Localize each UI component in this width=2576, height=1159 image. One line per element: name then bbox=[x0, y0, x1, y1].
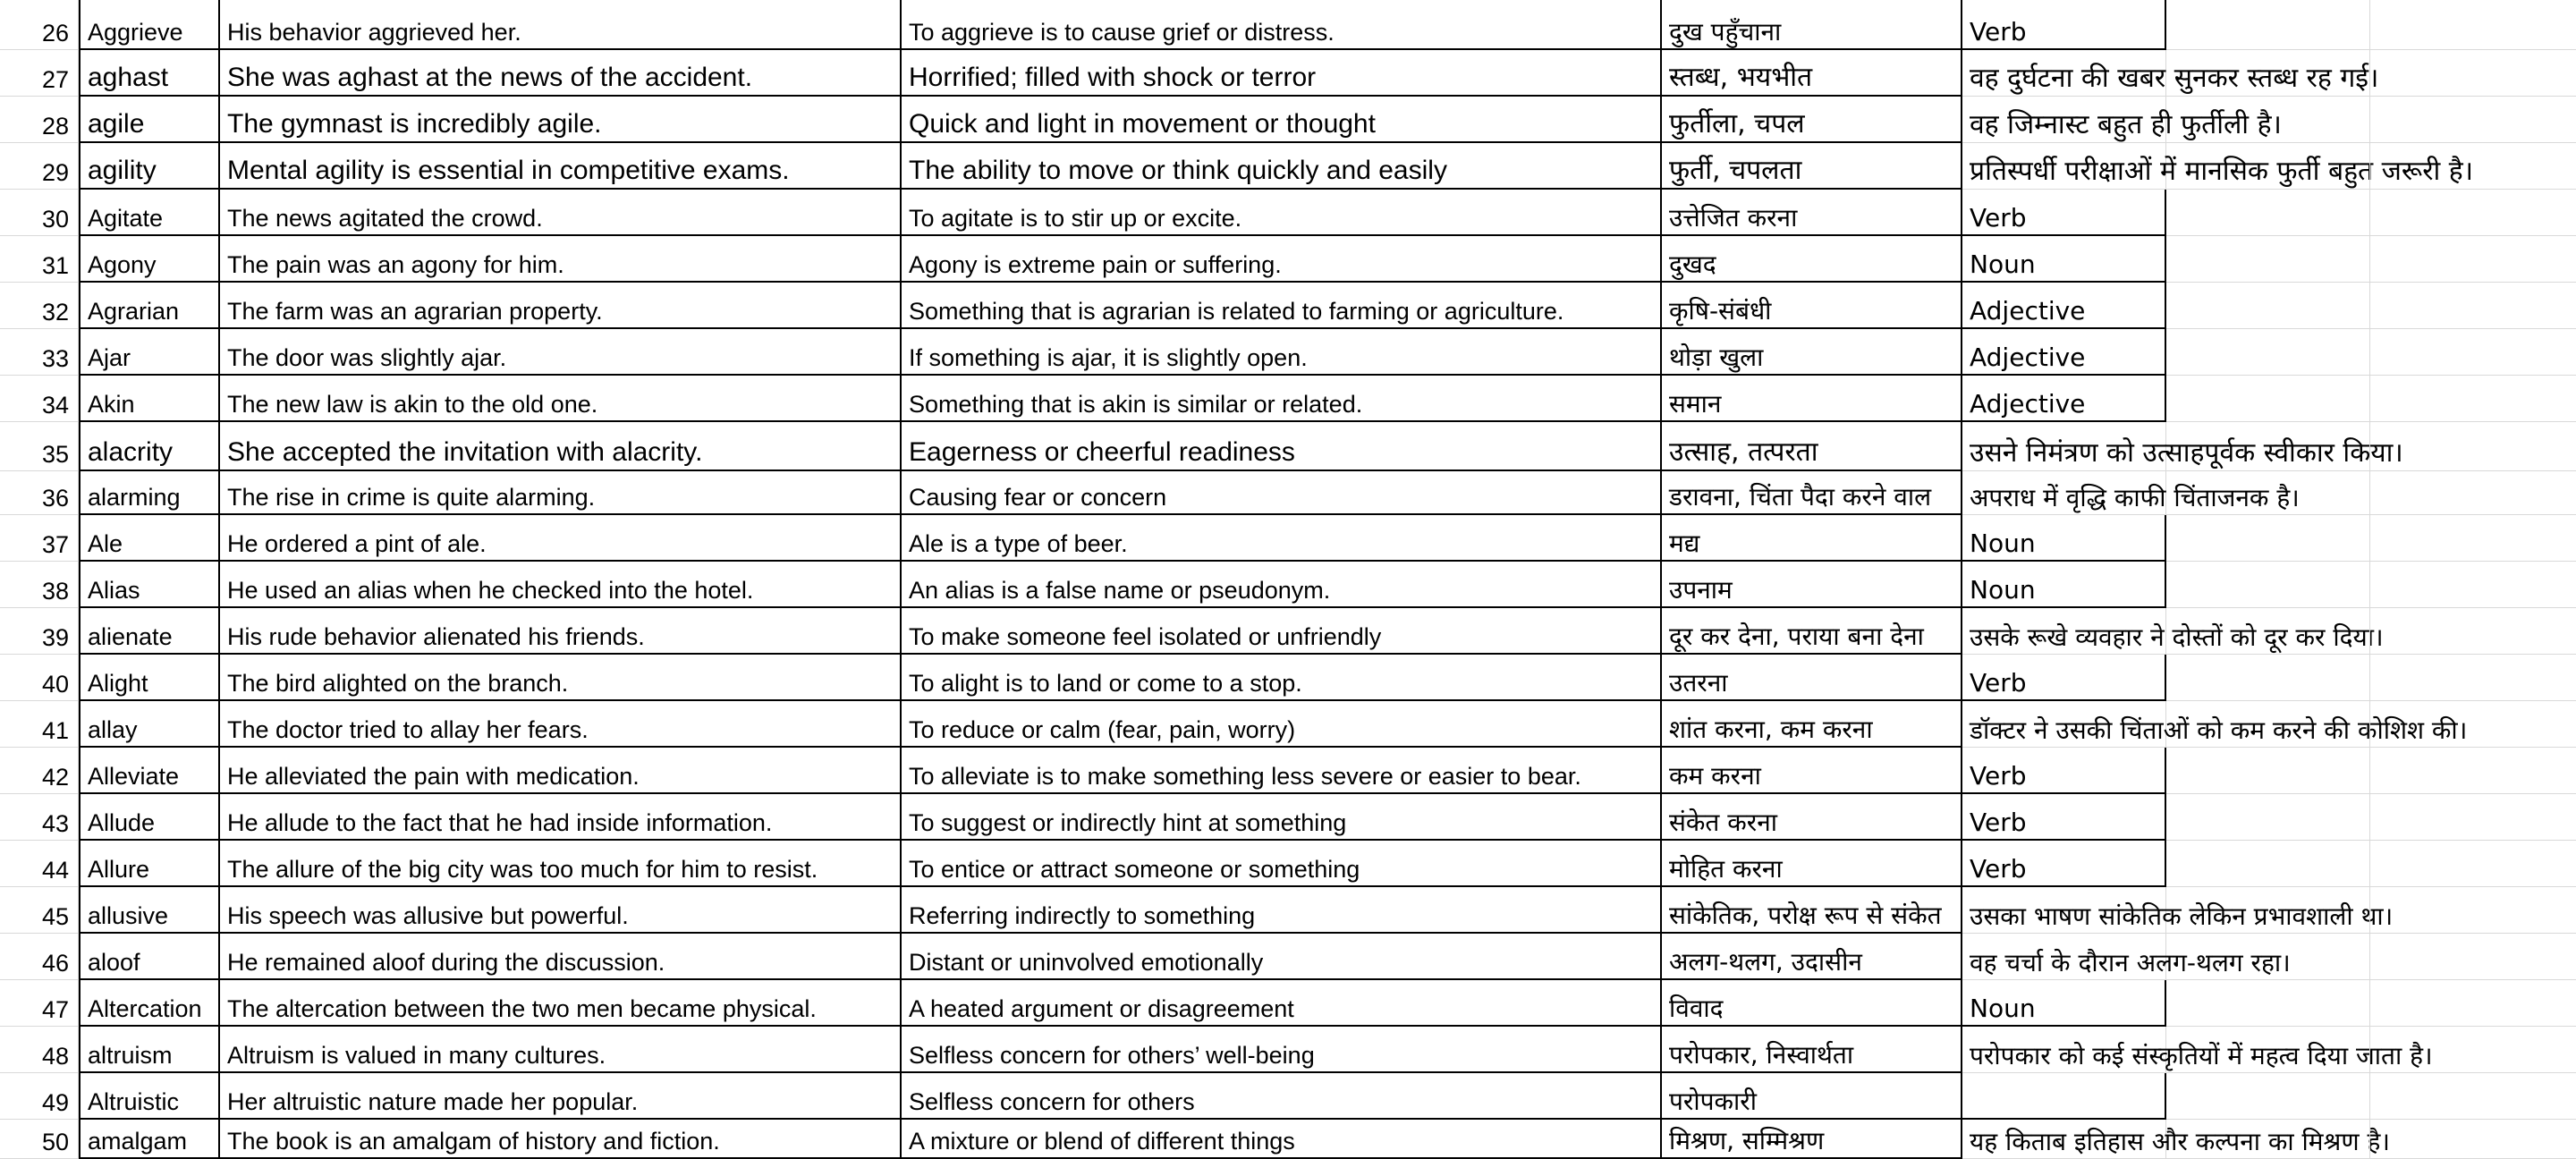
table-row bbox=[0, 422, 2576, 471]
table-row bbox=[0, 748, 2576, 794]
empty-cell[interactable] bbox=[2166, 236, 2370, 283]
row-number: 34 bbox=[0, 376, 79, 422]
definition-cell[interactable]: Horrified; filled with shock or terror bbox=[902, 50, 1662, 97]
part-of-speech-cell[interactable]: Verb bbox=[1962, 748, 2166, 794]
definition-cell[interactable]: Eagerness or cheerful readiness bbox=[902, 422, 1662, 471]
word-cell[interactable]: Altercation bbox=[79, 980, 220, 1027]
word-cell[interactable]: Alias bbox=[79, 562, 220, 608]
word-cell[interactable]: Ale bbox=[79, 515, 220, 562]
definition-cell[interactable]: A heated argument or disagreement bbox=[902, 980, 1662, 1027]
table-row bbox=[0, 143, 2576, 190]
row-number: 31 bbox=[0, 236, 79, 283]
definition-cell[interactable]: Selfless concern for others bbox=[902, 1073, 1662, 1120]
part-of-speech-cell[interactable]: डॉक्टर ने उसकी चिंताओं को कम करने की कोशिश की। bbox=[1962, 701, 2166, 748]
row-number: 50 bbox=[0, 1120, 79, 1159]
table-row bbox=[0, 376, 2576, 422]
empty-cell[interactable] bbox=[2166, 794, 2370, 841]
row-number: 40 bbox=[0, 655, 79, 701]
part-of-speech-cell[interactable]: अपराध में वृद्धि काफी चिंताजनक है। bbox=[1962, 471, 2166, 515]
definition-cell[interactable]: Causing fear or concern bbox=[902, 471, 1662, 515]
sentence-cell[interactable]: He alleviated the pain with medication. bbox=[220, 748, 902, 794]
row-number: 49 bbox=[0, 1073, 79, 1120]
definition-cell[interactable]: Something that is agrarian is related to farming or agriculture. bbox=[902, 283, 1662, 329]
word-cell[interactable]: Altruistic bbox=[79, 1073, 220, 1120]
table-row bbox=[0, 50, 2576, 97]
definition-cell[interactable]: Ale is a type of beer. bbox=[902, 515, 1662, 562]
part-of-speech-cell[interactable]: Adjective bbox=[1962, 283, 2166, 329]
part-of-speech-cell[interactable]: Noun bbox=[1962, 980, 2166, 1027]
hindi-meaning-cell[interactable]: परोपकार, निस्वार्थता bbox=[1662, 1027, 1962, 1073]
word-cell[interactable]: aloof bbox=[79, 934, 220, 980]
part-of-speech-cell[interactable]: वह दुर्घटना की खबर सुनकर स्तब्ध रह गई। bbox=[1962, 50, 2166, 97]
hindi-meaning-cell[interactable]: फुर्ती, चपलता bbox=[1662, 143, 1962, 190]
table-row bbox=[0, 515, 2576, 562]
word-cell[interactable]: Akin bbox=[79, 376, 220, 422]
row-number: 26 bbox=[0, 0, 79, 50]
part-of-speech-cell[interactable]: Noun bbox=[1962, 562, 2166, 608]
part-of-speech-cell[interactable]: Adjective bbox=[1962, 376, 2166, 422]
table-row bbox=[0, 562, 2576, 608]
empty-cell[interactable] bbox=[2166, 841, 2370, 887]
hindi-meaning-cell[interactable]: शांत करना, कम करना bbox=[1662, 701, 1962, 748]
word-cell[interactable]: Alleviate bbox=[79, 748, 220, 794]
sentence-cell[interactable]: He remained aloof during the discussion. bbox=[220, 934, 902, 980]
hindi-meaning-cell[interactable]: उतरना bbox=[1662, 655, 1962, 701]
empty-cell[interactable] bbox=[2166, 562, 2370, 608]
word-cell[interactable]: Agrarian bbox=[79, 283, 220, 329]
sentence-cell[interactable]: His rude behavior alienated his friends. bbox=[220, 608, 902, 655]
sentence-cell[interactable]: The book is an amalgam of history and fiction. bbox=[220, 1120, 902, 1159]
row-number: 48 bbox=[0, 1027, 79, 1073]
empty-cell[interactable] bbox=[2166, 887, 2370, 934]
part-of-speech-cell[interactable]: उसके रूखे व्यवहार ने दोस्तों को दूर कर दिया। bbox=[1962, 608, 2166, 655]
empty-cell[interactable] bbox=[2370, 562, 2576, 608]
row-number: 37 bbox=[0, 515, 79, 562]
hindi-meaning-cell[interactable]: मद्य bbox=[1662, 515, 1962, 562]
table-row bbox=[0, 190, 2576, 236]
word-cell[interactable]: allay bbox=[79, 701, 220, 748]
definition-cell[interactable]: To alleviate is to make something less severe or easier to bear. bbox=[902, 748, 1662, 794]
hindi-meaning-cell[interactable]: दूर कर देना, पराया बना देना bbox=[1662, 608, 1962, 655]
word-cell[interactable]: Aggrieve bbox=[79, 0, 220, 50]
table-row bbox=[0, 701, 2576, 748]
part-of-speech-cell[interactable]: Noun bbox=[1962, 236, 2166, 283]
table-row bbox=[0, 1073, 2576, 1120]
empty-cell[interactable] bbox=[2370, 980, 2576, 1027]
empty-cell[interactable] bbox=[2370, 0, 2576, 50]
empty-cell[interactable] bbox=[2166, 980, 2370, 1027]
sentence-cell[interactable]: The new law is akin to the old one. bbox=[220, 376, 902, 422]
hindi-meaning-cell[interactable]: विवाद bbox=[1662, 980, 1962, 1027]
row-number: 43 bbox=[0, 794, 79, 841]
hindi-meaning-cell[interactable]: कृषि-संबंधी bbox=[1662, 283, 1962, 329]
word-cell[interactable]: Agitate bbox=[79, 190, 220, 236]
empty-cell[interactable] bbox=[2166, 1120, 2370, 1159]
empty-cell[interactable] bbox=[2166, 701, 2370, 748]
empty-cell[interactable] bbox=[2370, 376, 2576, 422]
empty-cell[interactable] bbox=[2370, 190, 2576, 236]
hindi-meaning-cell[interactable]: परोपकारी bbox=[1662, 1073, 1962, 1120]
empty-cell[interactable] bbox=[2370, 97, 2576, 143]
empty-cell[interactable] bbox=[2370, 143, 2576, 190]
hindi-meaning-cell[interactable]: डरावना, चिंता पैदा करने वाल bbox=[1662, 471, 1962, 515]
empty-cell[interactable] bbox=[2370, 608, 2576, 655]
row-number: 41 bbox=[0, 701, 79, 748]
empty-cell[interactable] bbox=[2370, 887, 2576, 934]
definition-cell[interactable]: Referring indirectly to something bbox=[902, 887, 1662, 934]
hindi-meaning-cell[interactable]: संकेत करना bbox=[1662, 794, 1962, 841]
word-cell[interactable]: alarming bbox=[79, 471, 220, 515]
empty-cell[interactable] bbox=[2166, 1073, 2370, 1120]
table-row bbox=[0, 934, 2576, 980]
empty-cell[interactable] bbox=[2370, 794, 2576, 841]
word-cell[interactable]: amalgam bbox=[79, 1120, 220, 1159]
empty-cell[interactable] bbox=[2370, 655, 2576, 701]
empty-cell[interactable] bbox=[2370, 748, 2576, 794]
empty-cell[interactable] bbox=[2166, 0, 2370, 50]
sentence-cell[interactable]: He allude to the fact that he had inside information. bbox=[220, 794, 902, 841]
definition-cell[interactable]: The ability to move or think quickly and easily bbox=[902, 143, 1662, 190]
empty-cell[interactable] bbox=[2166, 934, 2370, 980]
definition-cell[interactable]: Quick and light in movement or thought bbox=[902, 97, 1662, 143]
table-row bbox=[0, 608, 2576, 655]
hindi-meaning-cell[interactable]: कम करना bbox=[1662, 748, 1962, 794]
empty-cell[interactable] bbox=[2370, 50, 2576, 97]
empty-cell[interactable] bbox=[2166, 190, 2370, 236]
word-cell[interactable]: agile bbox=[79, 97, 220, 143]
hindi-meaning-cell[interactable]: स्तब्ध, भयभीत bbox=[1662, 50, 1962, 97]
word-cell[interactable]: Allude bbox=[79, 794, 220, 841]
definition-cell[interactable]: Selfless concern for others’ well-being bbox=[902, 1027, 1662, 1073]
definition-cell[interactable]: To alight is to land or come to a stop. bbox=[902, 655, 1662, 701]
row-number: 45 bbox=[0, 887, 79, 934]
definition-cell[interactable]: Something that is akin is similar or related. bbox=[902, 376, 1662, 422]
part-of-speech-cell[interactable]: वह जिम्नास्ट बहुत ही फुर्तीली है। bbox=[1962, 97, 2166, 143]
sentence-cell[interactable]: She was aghast at the news of the accident. bbox=[220, 50, 902, 97]
row-number: 39 bbox=[0, 608, 79, 655]
hindi-meaning-cell[interactable]: सांकेतिक, परोक्ष रूप से संकेत bbox=[1662, 887, 1962, 934]
sentence-cell[interactable]: The pain was an agony for him. bbox=[220, 236, 902, 283]
table-row bbox=[0, 887, 2576, 934]
table-row bbox=[0, 1120, 2576, 1159]
empty-cell[interactable] bbox=[2370, 934, 2576, 980]
word-cell[interactable]: Alight bbox=[79, 655, 220, 701]
row-number: 29 bbox=[0, 143, 79, 190]
row-number: 30 bbox=[0, 190, 79, 236]
hindi-meaning-cell[interactable]: उत्तेजित करना bbox=[1662, 190, 1962, 236]
part-of-speech-cell[interactable]: Verb bbox=[1962, 190, 2166, 236]
word-cell[interactable]: alacrity bbox=[79, 422, 220, 471]
sentence-cell[interactable]: She accepted the invitation with alacrity. bbox=[220, 422, 902, 471]
table-row bbox=[0, 841, 2576, 887]
row-number: 46 bbox=[0, 934, 79, 980]
hindi-meaning-cell[interactable]: थोड़ा खुला bbox=[1662, 329, 1962, 376]
table-row bbox=[0, 0, 2576, 50]
definition-cell[interactable]: To reduce or calm (fear, pain, worry) bbox=[902, 701, 1662, 748]
sentence-cell[interactable]: The bird alighted on the branch. bbox=[220, 655, 902, 701]
word-cell[interactable]: Ajar bbox=[79, 329, 220, 376]
definition-cell[interactable]: Agony is extreme pain or suffering. bbox=[902, 236, 1662, 283]
table-row bbox=[0, 980, 2576, 1027]
empty-cell[interactable] bbox=[2166, 329, 2370, 376]
table-row bbox=[0, 283, 2576, 329]
part-of-speech-cell[interactable]: Verb bbox=[1962, 655, 2166, 701]
empty-cell[interactable] bbox=[2166, 50, 2370, 97]
sentence-cell[interactable]: He used an alias when he checked into the hotel. bbox=[220, 562, 902, 608]
row-number: 42 bbox=[0, 748, 79, 794]
empty-cell[interactable] bbox=[2370, 422, 2576, 471]
empty-cell[interactable] bbox=[2370, 283, 2576, 329]
hindi-meaning-cell[interactable]: उत्साह, तत्परता bbox=[1662, 422, 1962, 471]
empty-cell[interactable] bbox=[2370, 701, 2576, 748]
part-of-speech-cell[interactable]: उसने निमंत्रण को उत्साहपूर्वक स्वीकार किया। bbox=[1962, 422, 2166, 471]
sentence-cell[interactable]: Mental agility is essential in competitive exams. bbox=[220, 143, 902, 190]
empty-cell[interactable] bbox=[2166, 97, 2370, 143]
empty-cell[interactable] bbox=[2166, 471, 2370, 515]
hindi-meaning-cell[interactable]: मिश्रण, सम्मिश्रण bbox=[1662, 1120, 1962, 1159]
empty-cell[interactable] bbox=[2166, 422, 2370, 471]
definition-cell[interactable]: To agitate is to stir up or excite. bbox=[902, 190, 1662, 236]
sentence-cell[interactable]: His behavior aggrieved her. bbox=[220, 0, 902, 50]
definition-cell[interactable]: A mixture or blend of different things bbox=[902, 1120, 1662, 1159]
empty-cell[interactable] bbox=[2370, 236, 2576, 283]
empty-cell[interactable] bbox=[2166, 376, 2370, 422]
word-cell[interactable]: Agony bbox=[79, 236, 220, 283]
empty-cell[interactable] bbox=[2370, 1027, 2576, 1073]
hindi-meaning-cell[interactable]: समान bbox=[1662, 376, 1962, 422]
definition-cell[interactable]: An alias is a false name or pseudonym. bbox=[902, 562, 1662, 608]
row-number: 36 bbox=[0, 471, 79, 515]
hindi-meaning-cell[interactable]: दुखद bbox=[1662, 236, 1962, 283]
word-cell[interactable]: altruism bbox=[79, 1027, 220, 1073]
row-number: 44 bbox=[0, 841, 79, 887]
word-cell[interactable]: Allure bbox=[79, 841, 220, 887]
sentence-cell[interactable]: The gymnast is incredibly agile. bbox=[220, 97, 902, 143]
empty-cell[interactable] bbox=[2370, 515, 2576, 562]
row-number: 33 bbox=[0, 329, 79, 376]
sentence-cell[interactable]: The altercation between the two men became physical. bbox=[220, 980, 902, 1027]
table-row bbox=[0, 329, 2576, 376]
empty-cell[interactable] bbox=[2370, 1073, 2576, 1120]
word-cell[interactable]: agility bbox=[79, 143, 220, 190]
table-row bbox=[0, 794, 2576, 841]
part-of-speech-cell[interactable]: Noun bbox=[1962, 515, 2166, 562]
row-number: 32 bbox=[0, 283, 79, 329]
part-of-speech-cell[interactable]: Verb bbox=[1962, 0, 2166, 50]
definition-cell[interactable]: If something is ajar, it is slightly open. bbox=[902, 329, 1662, 376]
part-of-speech-cell[interactable]: उसका भाषण सांकेतिक लेकिन प्रभावशाली था। bbox=[1962, 887, 2166, 934]
definition-cell[interactable]: To make someone feel isolated or unfriendly bbox=[902, 608, 1662, 655]
definition-cell[interactable]: To suggest or indirectly hint at something bbox=[902, 794, 1662, 841]
hindi-meaning-cell[interactable]: फुर्तीला, चपल bbox=[1662, 97, 1962, 143]
part-of-speech-cell[interactable]: परोपकार को कई संस्कृतियों में महत्व दिया जाता है। bbox=[1962, 1027, 2166, 1073]
table-row bbox=[0, 97, 2576, 143]
table-row bbox=[0, 471, 2576, 515]
row-number: 35 bbox=[0, 422, 79, 471]
hindi-meaning-cell[interactable]: अलग-थलग, उदासीन bbox=[1662, 934, 1962, 980]
part-of-speech-cell[interactable]: Verb bbox=[1962, 841, 2166, 887]
sentence-cell[interactable]: His speech was allusive but powerful. bbox=[220, 887, 902, 934]
part-of-speech-cell[interactable]: प्रतिस्पर्धी परीक्षाओं में मानसिक फुर्ती बहुत जरूरी है। bbox=[1962, 143, 2166, 190]
empty-cell[interactable] bbox=[2166, 143, 2370, 190]
row-number: 28 bbox=[0, 97, 79, 143]
part-of-speech-cell[interactable]: Verb bbox=[1962, 794, 2166, 841]
row-number: 38 bbox=[0, 562, 79, 608]
part-of-speech-cell[interactable]: Adjective bbox=[1962, 329, 2166, 376]
part-of-speech-cell[interactable]: यह किताब इतिहास और कल्पना का मिश्रण है। bbox=[1962, 1120, 2166, 1159]
sentence-cell[interactable]: The rise in crime is quite alarming. bbox=[220, 471, 902, 515]
word-cell[interactable]: allusive bbox=[79, 887, 220, 934]
hindi-meaning-cell[interactable]: उपनाम bbox=[1662, 562, 1962, 608]
empty-cell[interactable] bbox=[2370, 1120, 2576, 1159]
word-cell[interactable]: alienate bbox=[79, 608, 220, 655]
part-of-speech-cell[interactable]: वह चर्चा के दौरान अलग-थलग रहा। bbox=[1962, 934, 2166, 980]
empty-cell[interactable] bbox=[2166, 515, 2370, 562]
part-of-speech-cell[interactable] bbox=[1962, 1073, 2166, 1120]
row-number: 27 bbox=[0, 50, 79, 97]
empty-cell[interactable] bbox=[2370, 841, 2576, 887]
empty-cell[interactable] bbox=[2166, 608, 2370, 655]
hindi-meaning-cell[interactable]: दुख पहुँचाना bbox=[1662, 0, 1962, 50]
empty-cell[interactable] bbox=[2166, 1027, 2370, 1073]
sentence-cell[interactable]: The doctor tried to allay her fears. bbox=[220, 701, 902, 748]
sentence-cell[interactable]: He ordered a pint of ale. bbox=[220, 515, 902, 562]
hindi-meaning-cell[interactable]: मोहित करना bbox=[1662, 841, 1962, 887]
empty-cell[interactable] bbox=[2166, 655, 2370, 701]
word-cell[interactable]: aghast bbox=[79, 50, 220, 97]
empty-cell[interactable] bbox=[2370, 471, 2576, 515]
sentence-cell[interactable]: Altruism is valued in many cultures. bbox=[220, 1027, 902, 1073]
empty-cell[interactable] bbox=[2166, 283, 2370, 329]
sentence-cell[interactable]: The news agitated the crowd. bbox=[220, 190, 902, 236]
definition-cell[interactable]: To aggrieve is to cause grief or distress. bbox=[902, 0, 1662, 50]
definition-cell[interactable]: To entice or attract someone or something bbox=[902, 841, 1662, 887]
sentence-cell[interactable]: The farm was an agrarian property. bbox=[220, 283, 902, 329]
sentence-cell[interactable]: The allure of the big city was too much for him to resist. bbox=[220, 841, 902, 887]
table-row bbox=[0, 236, 2576, 283]
empty-cell[interactable] bbox=[2166, 748, 2370, 794]
sentence-cell[interactable]: Her altruistic nature made her popular. bbox=[220, 1073, 902, 1120]
row-number: 47 bbox=[0, 980, 79, 1027]
table-row bbox=[0, 1027, 2576, 1073]
table-row bbox=[0, 655, 2576, 701]
sentence-cell[interactable]: The door was slightly ajar. bbox=[220, 329, 902, 376]
empty-cell[interactable] bbox=[2370, 329, 2576, 376]
definition-cell[interactable]: Distant or uninvolved emotionally bbox=[902, 934, 1662, 980]
